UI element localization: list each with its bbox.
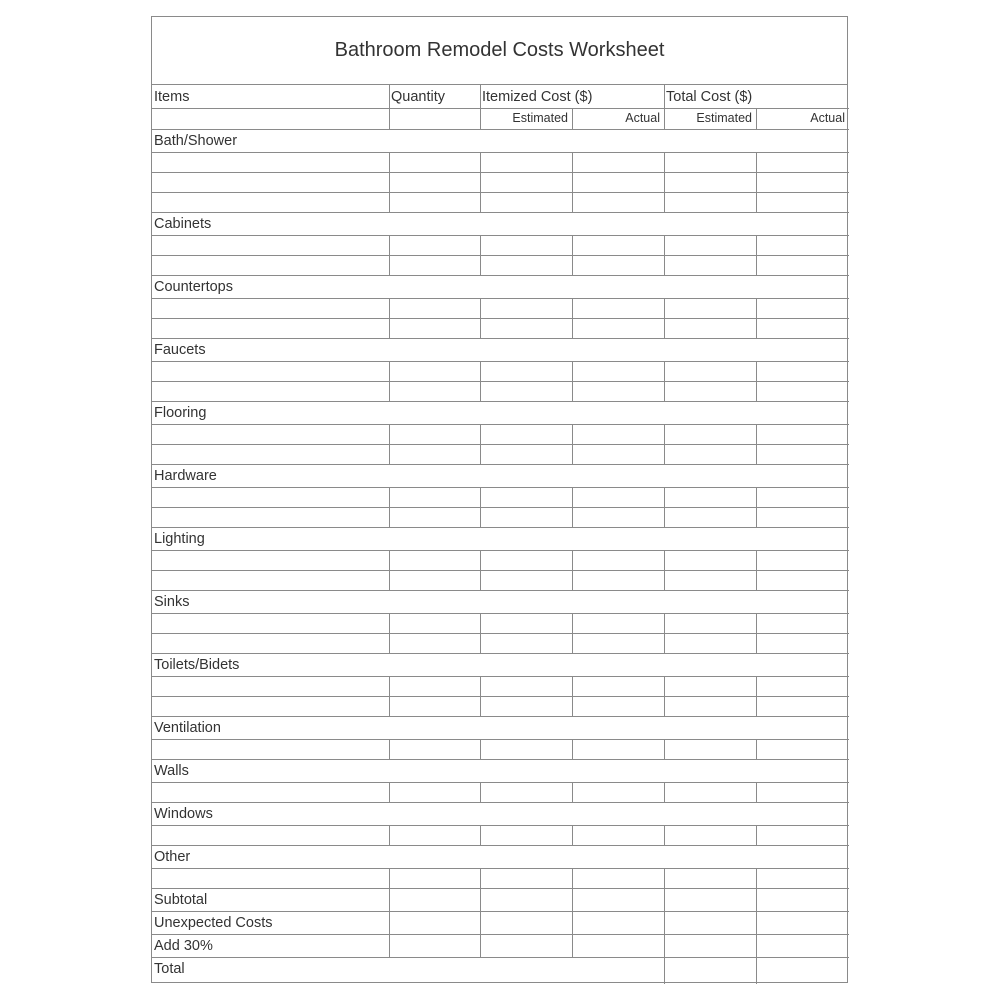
- item-input[interactable]: [153, 614, 389, 633]
- quantity-input[interactable]: [390, 299, 480, 318]
- total-estimated-input[interactable]: [665, 362, 756, 381]
- item-input[interactable]: [153, 173, 389, 192]
- itemized-actual-input[interactable]: [573, 173, 664, 192]
- total-actual-input[interactable]: [757, 382, 849, 401]
- itemized-actual-input[interactable]: [573, 153, 664, 172]
- total-estimated-input[interactable]: [665, 826, 756, 845]
- row-divider: [152, 275, 849, 276]
- total-estimated-input[interactable]: [665, 319, 756, 338]
- itemized-actual-input[interactable]: [573, 551, 664, 570]
- total-estimated-input[interactable]: [665, 153, 756, 172]
- total-actual-value[interactable]: [757, 958, 849, 982]
- item-input[interactable]: [153, 193, 389, 212]
- total-estimated-value[interactable]: [665, 958, 756, 982]
- total-estimated-input[interactable]: [665, 551, 756, 570]
- itemized-estimated-input[interactable]: [481, 153, 572, 172]
- itemized-estimated-input[interactable]: [481, 783, 572, 802]
- itemized-estimated-input[interactable]: [481, 236, 572, 255]
- column-divider: [756, 108, 757, 129]
- row-divider: [152, 845, 849, 846]
- total-actual-input[interactable]: [757, 740, 849, 759]
- itemized-actual-input[interactable]: [573, 488, 664, 507]
- row-divider: [152, 759, 849, 760]
- total-estimated-input[interactable]: [665, 256, 756, 275]
- row-divider: [152, 716, 849, 717]
- itemized-estimated-input[interactable]: [481, 571, 572, 590]
- total-actual-input[interactable]: [757, 783, 849, 802]
- section-label: Bath/Shower: [154, 133, 238, 149]
- quantity-input[interactable]: [390, 173, 480, 192]
- unexpected-costs-label: Unexpected Costs: [154, 915, 273, 931]
- total-label: Total: [154, 961, 185, 977]
- section-label: Other: [154, 849, 191, 865]
- total-actual-input[interactable]: [757, 299, 849, 318]
- header-quantity: Quantity: [391, 89, 445, 105]
- itemized-estimated-input[interactable]: [481, 256, 572, 275]
- itemized-estimated-input[interactable]: [481, 382, 572, 401]
- total-estimated-input[interactable]: [665, 740, 756, 759]
- itemized-estimated-input[interactable]: [481, 488, 572, 507]
- add-30-label: Add 30%: [154, 938, 213, 954]
- quantity-input[interactable]: [390, 425, 480, 444]
- summary-value-input[interactable]: [665, 912, 756, 934]
- section-label: Windows: [154, 806, 213, 822]
- item-input[interactable]: [153, 256, 389, 275]
- quantity-input[interactable]: [390, 869, 480, 888]
- item-input[interactable]: [153, 236, 389, 255]
- summary-value-input[interactable]: [757, 935, 849, 957]
- row-divider: [152, 212, 849, 213]
- quantity-input[interactable]: [390, 236, 480, 255]
- quantity-input[interactable]: [390, 445, 480, 464]
- itemized-estimated-input[interactable]: [481, 445, 572, 464]
- quantity-input[interactable]: [390, 193, 480, 212]
- header-total-estimated: Estimated: [696, 111, 752, 125]
- itemized-actual-input[interactable]: [573, 445, 664, 464]
- itemized-estimated-input[interactable]: [481, 193, 572, 212]
- section-label: Ventilation: [154, 720, 221, 736]
- summary-value-input[interactable]: [573, 935, 664, 957]
- header-itemized-cost: Itemized Cost ($): [482, 89, 593, 105]
- quantity-input[interactable]: [390, 697, 480, 716]
- item-input[interactable]: [153, 740, 389, 759]
- total-estimated-input[interactable]: [665, 634, 756, 653]
- header-total-actual: Actual: [810, 111, 845, 125]
- itemized-estimated-input[interactable]: [481, 299, 572, 318]
- total-actual-input[interactable]: [757, 634, 849, 653]
- total-estimated-input[interactable]: [665, 173, 756, 192]
- quantity-input[interactable]: [390, 153, 480, 172]
- total-estimated-input[interactable]: [665, 488, 756, 507]
- row-divider: [152, 129, 849, 130]
- total-estimated-input[interactable]: [665, 697, 756, 716]
- quantity-input[interactable]: [390, 382, 480, 401]
- row-divider: [152, 338, 849, 339]
- summary-value-input[interactable]: [757, 912, 849, 934]
- quantity-input[interactable]: [390, 551, 480, 570]
- quantity-input[interactable]: [390, 783, 480, 802]
- subtotal-label: Subtotal: [154, 892, 208, 908]
- total-estimated-input[interactable]: [665, 299, 756, 318]
- itemized-estimated-input[interactable]: [481, 173, 572, 192]
- row-divider: [152, 401, 849, 402]
- quantity-input[interactable]: [390, 571, 480, 590]
- column-divider: [480, 85, 481, 129]
- worksheet-page: [151, 16, 848, 983]
- section-label: Walls: [154, 763, 189, 779]
- itemized-actual-input[interactable]: [573, 508, 664, 527]
- row-divider: [152, 527, 849, 528]
- total-actual-input[interactable]: [757, 677, 849, 696]
- quantity-input[interactable]: [390, 362, 480, 381]
- total-estimated-input[interactable]: [665, 236, 756, 255]
- item-input[interactable]: [153, 677, 389, 696]
- quantity-input[interactable]: [390, 488, 480, 507]
- itemized-actual-input[interactable]: [573, 783, 664, 802]
- total-actual-input[interactable]: [757, 869, 849, 888]
- quantity-input[interactable]: [390, 677, 480, 696]
- row-divider: [152, 464, 849, 465]
- summary-value-input[interactable]: [390, 912, 480, 934]
- section-label: Faucets: [154, 342, 206, 358]
- total-actual-input[interactable]: [757, 551, 849, 570]
- quantity-input[interactable]: [390, 256, 480, 275]
- total-estimated-input[interactable]: [665, 445, 756, 464]
- summary-value-input[interactable]: [390, 889, 480, 911]
- row-divider: [152, 108, 849, 109]
- itemized-estimated-input[interactable]: [481, 508, 572, 527]
- quantity-input[interactable]: [390, 614, 480, 633]
- itemized-actual-input[interactable]: [573, 869, 664, 888]
- total-actual-input[interactable]: [757, 697, 849, 716]
- total-estimated-input[interactable]: [665, 614, 756, 633]
- summary-value-input[interactable]: [573, 912, 664, 934]
- worksheet-title: Bathroom Remodel Costs Worksheet: [152, 17, 847, 85]
- summary-value-input[interactable]: [390, 935, 480, 957]
- itemized-actual-input[interactable]: [573, 425, 664, 444]
- item-input[interactable]: [153, 508, 389, 527]
- total-actual-input[interactable]: [757, 153, 849, 172]
- itemized-actual-input[interactable]: [573, 826, 664, 845]
- section-label: Toilets/Bidets: [154, 657, 240, 673]
- summary-value-input[interactable]: [481, 912, 572, 934]
- total-estimated-input[interactable]: [665, 571, 756, 590]
- total-estimated-input[interactable]: [665, 508, 756, 527]
- total-estimated-input[interactable]: [665, 425, 756, 444]
- total-actual-input[interactable]: [757, 193, 849, 212]
- item-input[interactable]: [153, 299, 389, 318]
- item-input[interactable]: [153, 382, 389, 401]
- itemized-actual-input[interactable]: [573, 299, 664, 318]
- section-label: Countertops: [154, 279, 233, 295]
- total-actual-input[interactable]: [757, 488, 849, 507]
- item-input[interactable]: [153, 571, 389, 590]
- item-input[interactable]: [153, 425, 389, 444]
- total-actual-input[interactable]: [757, 236, 849, 255]
- item-input[interactable]: [153, 634, 389, 653]
- quantity-input[interactable]: [390, 826, 480, 845]
- item-input[interactable]: [153, 826, 389, 845]
- total-actual-input[interactable]: [757, 256, 849, 275]
- summary-value-input[interactable]: [757, 889, 849, 911]
- column-divider: [389, 85, 390, 129]
- itemized-estimated-input[interactable]: [481, 826, 572, 845]
- item-input[interactable]: [153, 445, 389, 464]
- total-actual-input[interactable]: [757, 614, 849, 633]
- itemized-actual-input[interactable]: [573, 382, 664, 401]
- itemized-actual-input[interactable]: [573, 697, 664, 716]
- header-items: Items: [154, 89, 190, 105]
- itemized-estimated-input[interactable]: [481, 677, 572, 696]
- header-itemized-estimated: Estimated: [512, 111, 568, 125]
- total-estimated-input[interactable]: [665, 783, 756, 802]
- itemized-estimated-input[interactable]: [481, 869, 572, 888]
- itemized-actual-input[interactable]: [573, 614, 664, 633]
- section-label: Lighting: [154, 531, 205, 547]
- section-label: Hardware: [154, 468, 217, 484]
- itemized-actual-input[interactable]: [573, 236, 664, 255]
- itemized-estimated-input[interactable]: [481, 551, 572, 570]
- item-input[interactable]: [153, 697, 389, 716]
- item-input[interactable]: [153, 153, 389, 172]
- itemized-estimated-input[interactable]: [481, 697, 572, 716]
- total-actual-input[interactable]: [757, 508, 849, 527]
- column-divider: [664, 85, 665, 129]
- itemized-estimated-input[interactable]: [481, 740, 572, 759]
- quantity-input[interactable]: [390, 508, 480, 527]
- item-input[interactable]: [153, 551, 389, 570]
- section-label: Flooring: [154, 405, 207, 421]
- row-divider: [152, 802, 849, 803]
- summary-value-input[interactable]: [573, 889, 664, 911]
- quantity-input[interactable]: [390, 634, 480, 653]
- itemized-actual-input[interactable]: [573, 571, 664, 590]
- total-estimated-input[interactable]: [665, 869, 756, 888]
- summary-value-input[interactable]: [665, 935, 756, 957]
- itemized-estimated-input[interactable]: [481, 319, 572, 338]
- item-input[interactable]: [153, 783, 389, 802]
- summary-value-input[interactable]: [481, 935, 572, 957]
- itemized-actual-input[interactable]: [573, 362, 664, 381]
- total-actual-input[interactable]: [757, 173, 849, 192]
- total-actual-input[interactable]: [757, 319, 849, 338]
- itemized-actual-input[interactable]: [573, 193, 664, 212]
- section-label: Sinks: [154, 594, 190, 610]
- itemized-actual-input[interactable]: [573, 677, 664, 696]
- itemized-actual-input[interactable]: [573, 319, 664, 338]
- header-itemized-actual: Actual: [625, 111, 660, 125]
- total-actual-input[interactable]: [757, 362, 849, 381]
- summary-value-input[interactable]: [665, 889, 756, 911]
- total-actual-input[interactable]: [757, 425, 849, 444]
- itemized-actual-input[interactable]: [573, 634, 664, 653]
- summary-value-input[interactable]: [481, 889, 572, 911]
- itemized-estimated-input[interactable]: [481, 634, 572, 653]
- quantity-input[interactable]: [390, 319, 480, 338]
- itemized-estimated-input[interactable]: [481, 362, 572, 381]
- header-total-cost: Total Cost ($): [666, 89, 753, 105]
- column-divider: [572, 108, 573, 129]
- total-actual-input[interactable]: [757, 571, 849, 590]
- row-divider: [152, 653, 849, 654]
- quantity-input[interactable]: [390, 740, 480, 759]
- itemized-actual-input[interactable]: [573, 740, 664, 759]
- itemized-actual-input[interactable]: [573, 256, 664, 275]
- itemized-estimated-input[interactable]: [481, 425, 572, 444]
- total-estimated-input[interactable]: [665, 382, 756, 401]
- item-input[interactable]: [153, 488, 389, 507]
- row-divider: [152, 590, 849, 591]
- item-input[interactable]: [153, 869, 389, 888]
- total-estimated-input[interactable]: [665, 193, 756, 212]
- total-actual-input[interactable]: [757, 445, 849, 464]
- item-input[interactable]: [153, 362, 389, 381]
- total-actual-input[interactable]: [757, 826, 849, 845]
- total-estimated-input[interactable]: [665, 677, 756, 696]
- item-input[interactable]: [153, 319, 389, 338]
- itemized-estimated-input[interactable]: [481, 614, 572, 633]
- section-label: Cabinets: [154, 216, 212, 232]
